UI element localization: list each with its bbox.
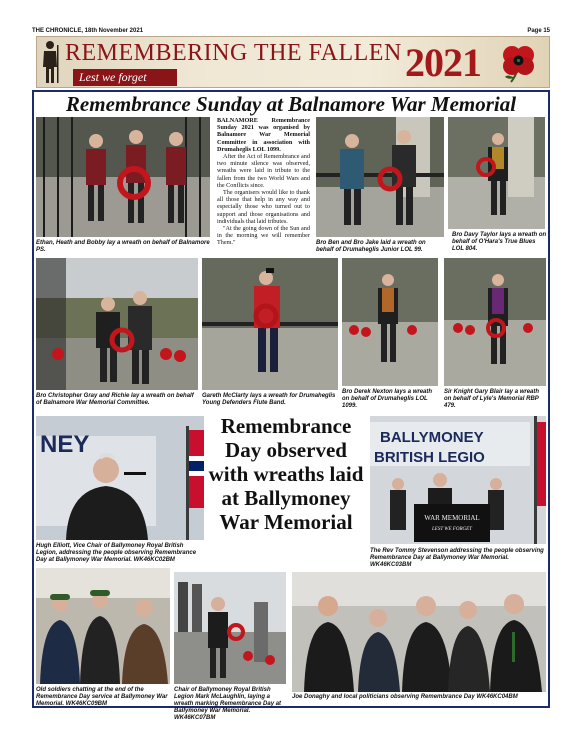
photo-ben-jake xyxy=(316,117,444,237)
photo-joe-donaghy-politicians xyxy=(292,572,546,692)
banner-title: REMEMBERING THE FALLEN xyxy=(65,40,402,66)
article-body xyxy=(217,117,310,247)
plaque-line-2: LEST WE FORGET xyxy=(432,527,472,532)
left-sign-text: NEY xyxy=(40,431,90,458)
soldier-silhouette-icon xyxy=(39,39,61,85)
legion-sign-line-1: BALLYMONEY xyxy=(380,429,484,446)
caption-2: Bro Ben and Bro Jake laid a wreath on behalf of Drumaheglis Junior LOL 99. xyxy=(316,240,426,253)
caption-4: Bro Christopher Gray and Richie lay a wreath on behalf of Balnamore War Memorial Committee. xyxy=(36,393,194,406)
caption-8: Hugh Elliott, Vice Chair of Ballymoney Royal British Legion, addressing the people observing Remembrance Day at Ballymoney War Memorial. WK46KC02BM xyxy=(36,543,197,563)
photo-gareth-mcclarty xyxy=(202,258,338,390)
article-lead: BALNAMORE Remembrance Sunday 2021 was organised by Balnamore War Memorial Committee in association with Drumaheglis LOL 1099. xyxy=(217,117,310,153)
caption-9: The Rev Tommy Stevenson addressing the people observing Remembrance Day at Ballymoney War Memorial. WK46KC03BM xyxy=(370,548,544,568)
article-paragraph-1: After the Act of Remembrance and two minute silence was observed, wreaths were laid in tribute to the fallen from the two World Wars and the Conflicts since. xyxy=(217,153,310,189)
article-paragraph-3: "At the going down of the Sun and in the morning we will remember Them." xyxy=(217,225,310,247)
caption-12: Joe Donaghy and local politicians observing Remembrance Day WK46KC04BM xyxy=(292,694,518,700)
page-number: Page 15 xyxy=(527,28,550,34)
headline: Remembrance Sunday at Balnamore War Memorial xyxy=(65,92,517,116)
caption-11: Chair of Ballymoney Royal British Legion Mark McLaughlin, laying a wreath marking Remembrance Day at Ballymoney War Memorial. WK46KC07BM xyxy=(174,687,282,721)
banner-year: 2021 xyxy=(405,40,481,85)
photo-davy-taylor xyxy=(448,117,545,229)
photo-christopher-richie xyxy=(36,258,198,390)
publication-title: THE CHRONICLE, 18th November 2021 xyxy=(32,28,144,34)
article-paragraph-2: The organisers would like to thank all those that help in any way and especially those who turned out to support and those organisations and individuals that laid tributes. xyxy=(217,189,310,225)
photo-mark-mclaughlin xyxy=(174,572,286,684)
photo-old-soldiers xyxy=(36,568,170,684)
photo-hugh-elliott xyxy=(36,416,204,540)
caption-5: Gareth McClarty lays a wreath for Drumaheglis Young Defenders Flute Band. xyxy=(202,393,336,406)
plaque-line-1: WAR MEMORIAL xyxy=(424,514,480,522)
caption-1: Ethan, Heath and Bobby lay a wreath on behalf of Balnamore PS. xyxy=(36,240,210,253)
caption-7: Sir Knight Gary Blair lay a wreath on behalf of Lyle's Memorial RBP 479. xyxy=(444,389,540,409)
photo-rev-tommy-stevenson xyxy=(370,416,546,544)
photo-gary-blair xyxy=(444,258,546,386)
photo-derek-nexton xyxy=(342,258,438,386)
legion-sign-line-2: BRITISH LEGIO xyxy=(374,449,485,466)
photo-boys-wreath xyxy=(36,117,210,237)
banner-subtitle: Lest we forget xyxy=(73,69,177,86)
caption-10: Old soldiers chatting at the end of the Remembrance Day service at Ballymoney War Memorial. WK46KC09BM xyxy=(36,687,168,707)
poppy-icon xyxy=(499,41,539,83)
caption-3: Bro Davy Taylor lays a wreath on behalf of O'Hara's True Blues LOL 804. xyxy=(452,232,547,252)
mid-headline: Remembrance Day observed with wreaths laid at Ballymoney War Memorial xyxy=(208,414,364,534)
caption-6: Bro Derek Nexton lays a wreath on behalf of Drumaheglis LOL 1099. xyxy=(342,389,433,409)
remembrance-banner xyxy=(36,36,550,88)
